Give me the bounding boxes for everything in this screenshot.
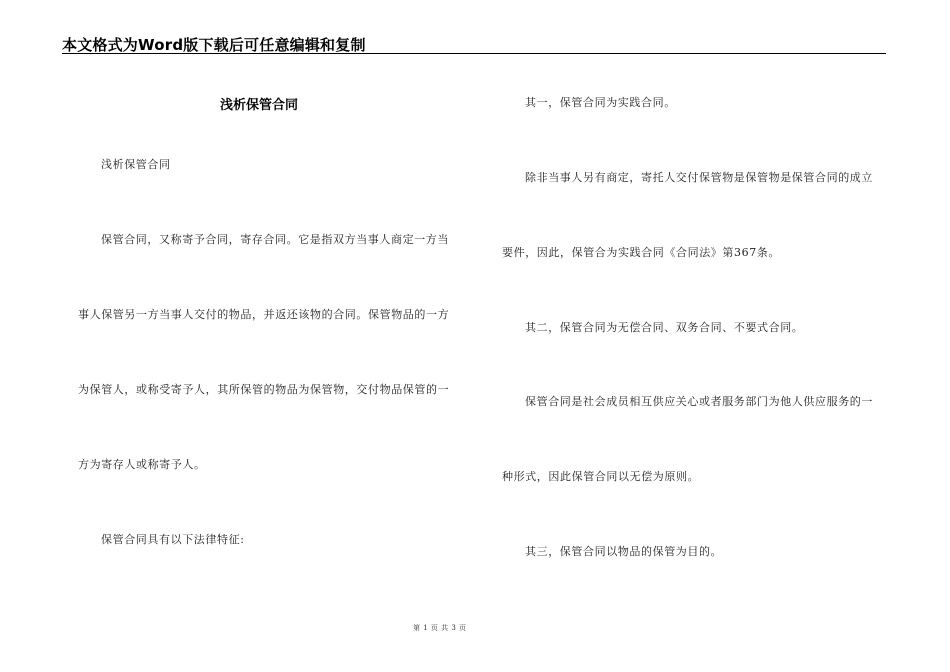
right-paragraph-line: 要件，因此，保管合为实践合同《合同法》第367条。	[502, 246, 780, 259]
right-paragraph-line: 种形式，因此保管合同以无偿为原则。	[502, 470, 700, 483]
header-divider	[62, 53, 886, 54]
right-paragraph-line: 除非当事人另有商定，寄托人交付保管物是保管物是保管合同的成立	[525, 171, 873, 184]
right-paragraph-line: 其二，保管合同为无偿合同、双务合同、不要式合同。	[525, 321, 804, 334]
page-number-footer: 第 1 页 共 3 页	[413, 624, 467, 632]
right-paragraph-line: 其一，保管合同为实践合同。	[525, 96, 676, 109]
right-paragraph-line: 其三，保管合同以物品的保管为目的。	[525, 545, 723, 558]
document-title: 浅析保管合同	[220, 98, 299, 113]
left-paragraph-line: 为保管人，或称受寄予人，其所保管的物品为保管物，交付物品保管的一	[78, 383, 450, 396]
header-banner: 本文格式为Word版下载后可任意编辑和复制	[62, 36, 366, 54]
left-paragraph-line: 保管合同，又称寄予合同，寄存合同。它是指双方当事人商定一方当	[101, 233, 449, 246]
left-paragraph-line: 浅析保管合同	[101, 158, 171, 171]
right-paragraph-line: 保管合同是社会成员相互供应关心或者服务部门为他人供应服务的一	[525, 395, 873, 408]
left-paragraph-line: 保管合同具有以下法律特征:	[101, 533, 245, 546]
left-paragraph-line: 方为寄存人或称寄予人。	[78, 458, 206, 471]
left-paragraph-line: 事人保管另一方当事人交付的物品，并返还该物的合同。保管物品的一方	[78, 308, 450, 321]
